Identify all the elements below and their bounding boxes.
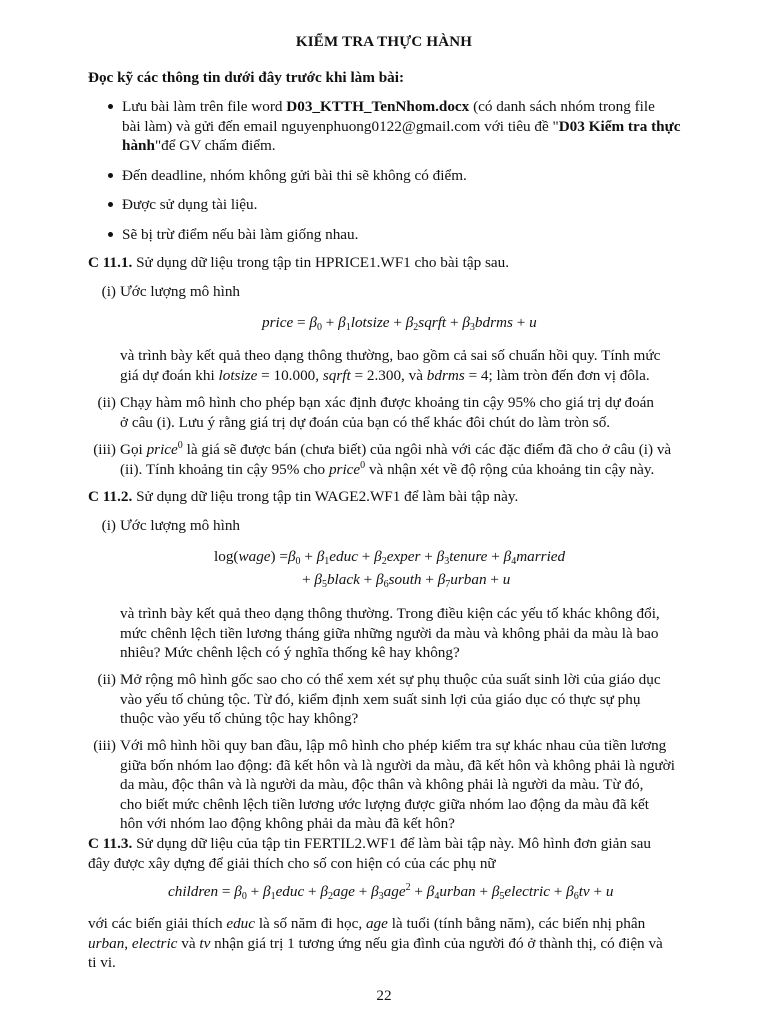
instruction-item-submission: [88, 97, 681, 156]
part-text: Mở rộng mô hình gốc sao cho có thể xem xét sự phụ thuộc của suất sinh lời của giáo dục: [120, 671, 661, 688]
description-text: nhận giá trị 1 tương ứng nếu gia đình của người đó ở thành thị, có điện và: [210, 934, 663, 952]
part-text: = 2.300, và: [350, 366, 427, 384]
instruction-text: "để GV chấm điểm.: [154, 137, 276, 154]
part-text: = 10.000,: [257, 366, 323, 384]
instructions-heading: Đọc kỹ các thông tin dưới đây trước khi làm bài:: [88, 69, 405, 86]
part-number: (i): [101, 517, 116, 534]
description-text: ,: [124, 934, 132, 952]
part-number: (ii): [97, 671, 116, 688]
page-title: KIỂM TRA THỰC HÀNH: [295, 34, 473, 50]
part-text: cho biết mức chênh lệch tiền lương ước lượng được giữa nhóm lao động da màu đã kết: [120, 795, 649, 813]
equation-price: price = $\beta_0$ + $\beta_1lotsize$ + $\beta_2sqrft$ + $\beta_3bdrms + u$: [262, 314, 537, 333]
part-number: (iii): [93, 737, 116, 754]
part-text: da màu, độc thân và là người da màu, độc thân và không phải là người da màu. Từ đó,: [120, 776, 644, 793]
variable-name: urban: [88, 934, 125, 952]
variable-name: electric: [131, 934, 178, 952]
part-text: là giá sẽ được bán (chưa biết) của ngôi nhà với các đặc điểm đã cho ở câu (i) và: [182, 441, 672, 458]
part-text: thuộc vào yếu tố chủng tộc hay không?: [120, 710, 359, 727]
part-text: và trình bày kết quả theo dạng thông thường. Trong điều kiện các yếu tố khác không đổi,: [120, 605, 660, 622]
description-text: là tuổi (tính bằng năm), các biến nhị phân: [387, 915, 646, 932]
part-text: (ii). Tính khoảng tin cậy 95% cho: [120, 460, 329, 478]
description-text: là số năm đi học,: [255, 915, 366, 932]
equation-wage-line2: + $\beta_5black$ + $\beta_6south$ + $\beta_7urban + u$: [302, 571, 511, 590]
exercise-label: C 11.3.: [88, 835, 133, 852]
part-number: (i): [101, 283, 116, 300]
exercise-label: C 11.1.: [88, 254, 133, 271]
superscript: 0: [360, 459, 366, 471]
exercise-text: Sử dụng dữ liệu trong tập tin WAGE2.WF1 để làm bài tập này.: [132, 488, 519, 505]
instruction-text: Lưu bài làm trên file word: [122, 98, 287, 115]
instructions-list: [88, 97, 681, 254]
description-text: với các biến giải thích: [88, 915, 227, 932]
part-number: (iii): [93, 441, 116, 458]
part-text: hôn với nhóm lao động không phải da màu đã kết hôn?: [120, 815, 455, 832]
part-text: Ước lượng mô hình: [120, 517, 241, 534]
part-text: giữa bốn nhóm lao động: đã kết hôn và là người da màu, đã kết hôn và không phải là người: [120, 756, 675, 774]
equation-children: children = $\beta_0$ + $\beta_1educ + \beta_2age + \beta_3age^2$ + $\beta_4urban$ + $\beta_5electric + \beta_6tv + u$: [168, 881, 614, 902]
part-text: giá dự đoán khi: [120, 366, 219, 384]
superscript: 0: [177, 439, 183, 451]
part-text: Với mô hình hồi quy ban đầu, lập mô hình cho phép kiểm tra sự khác nhau của tiền lương: [120, 737, 667, 754]
email-subject: hành: [122, 137, 155, 154]
instruction-text: bài làm) và gửi đến email nguyenphuong0122@gmail.com với tiêu đề ": [122, 117, 559, 135]
part-text: và nhận xét về độ rộng của khoảng tin cậy này.: [365, 460, 655, 478]
equation-wage-line1: log(wage) $=\beta_0$ + $\beta_1educ$ + $\beta_2exper$ + $\beta_3tenure$ + $\beta_4married$: [214, 548, 566, 567]
part-text: và trình bày kết quả theo dạng thông thường, bao gồm cả sai số chuẩn hồi quy. Tính mức: [120, 347, 661, 364]
exercise-text: Sử dụng dữ liệu của tập tin FERTIL2.WF1 để làm bài tập này. Mô hình đơn giản sau: [132, 835, 651, 852]
page-number: 22: [376, 987, 392, 1004]
part-text: mức chênh lệch tiền lương tháng giữa những người da màu và không phải da màu là bao: [120, 624, 659, 642]
c113-description: [88, 914, 678, 973]
instruction-item-deadline: Đến deadline, nhóm không gửi bài thi sẽ không có điểm.: [88, 166, 678, 186]
variable-name: price: [328, 460, 361, 478]
variable-name: educ: [226, 915, 256, 932]
email-subject: D03 Kiểm tra thực: [558, 117, 681, 135]
exercise-c111-heading: [88, 253, 678, 273]
part-text: Ước lượng mô hình: [120, 283, 241, 300]
part-text: = 4; làm tròn đến đơn vị đôla.: [464, 366, 650, 384]
instruction-item-plagiarism: Sẽ bị trừ điểm nếu bài làm giống nhau.: [88, 225, 678, 245]
part-text: ở câu (i). Lưu ý rằng giá trị dự đoán của bạn có thể khác đôi chút do làm tròn số.: [120, 413, 611, 431]
description-text: ti vi.: [88, 954, 116, 971]
part-text: nhiêu? Mức chênh lệch có ý nghĩa thống kê hay không?: [120, 644, 460, 661]
part-number: (ii): [97, 394, 116, 411]
variable-name: age: [365, 915, 388, 932]
variable-name: bdrms: [426, 366, 465, 384]
part-text: Gọi: [120, 441, 147, 458]
instruction-text: (có danh sách nhóm trong file: [469, 98, 655, 115]
instruction-item-materials: Được sử dụng tài liệu.: [88, 195, 678, 215]
part-text: Chạy hàm mô hình cho phép bạn xác định được khoảng tin cậy 95% cho giá trị dự đoán: [120, 394, 654, 411]
filename: D03_KTTH_TenNhom.docx: [286, 98, 470, 115]
part-text: vào yếu tố chủng tộc. Từ đó, kiểm định xem suất sinh lợi của giáo dục có thực sự phụ: [120, 690, 641, 708]
description-text: và: [177, 934, 200, 952]
exercise-label: C 11.2.: [88, 488, 133, 505]
exercise-c113-heading: [88, 834, 678, 873]
exercise-text: đây được xây dựng để giải thích cho số con hiện có của các phụ nữ: [88, 854, 496, 872]
variable-name: lotsize: [218, 366, 258, 384]
variable-name: price: [146, 441, 178, 458]
variable-name: sqrft: [322, 366, 351, 384]
variable-name: tv: [199, 934, 211, 952]
exercise-c112-heading: [88, 487, 678, 507]
exercise-text: Sử dụng dữ liệu trong tập tin HPRICE1.WF1 cho bài tập sau.: [132, 254, 510, 271]
